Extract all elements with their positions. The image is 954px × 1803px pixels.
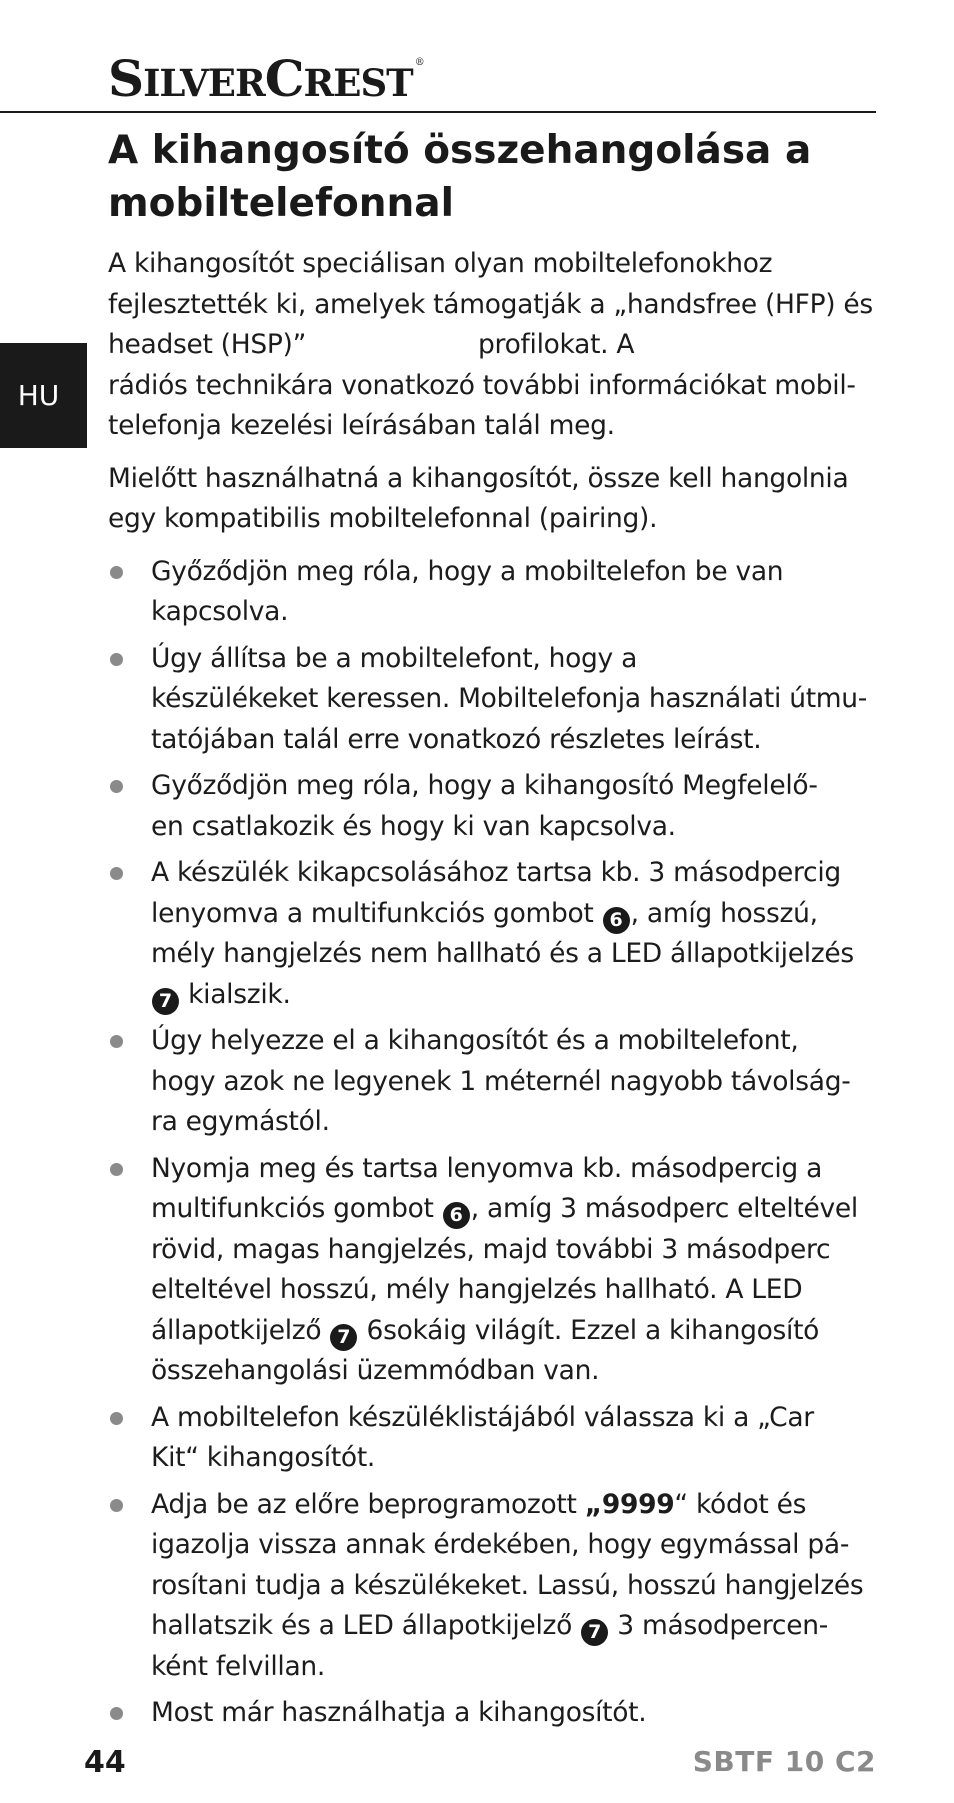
step-line: Most már használhatja a kihangosítót. [151, 1697, 647, 1728]
step-line [151, 1311, 863, 1352]
step-line: igazolja vissza annak érdekében, hogy egymással pá- [151, 1529, 850, 1560]
led-indicator-ref-icon: 7 [152, 988, 179, 1015]
list-item [108, 1149, 863, 1392]
step-line [151, 1189, 863, 1230]
header-rule [0, 111, 876, 113]
step-text: kialszik. [180, 978, 291, 1010]
bullet-icon [110, 1499, 123, 1512]
step-line: hogy azok ne legyenek 1 méternél nagyobb távolság- [151, 1065, 851, 1097]
bullet-icon [110, 1163, 123, 1176]
step-line: ként felvillan. [151, 1650, 326, 1682]
step-line: készülékeket keressen. Mobiltelefonja használati útmu- [151, 683, 868, 714]
step-text: hallatszik és a LED állapotkijelző [151, 1610, 573, 1641]
multifunction-button-ref-icon: 6 [603, 907, 630, 934]
step-line: Úgy helyezze el a kihangosítót és a mobiltelefont, [151, 1025, 799, 1056]
step-line [151, 1485, 863, 1526]
step-line: kapcsolva. [151, 596, 289, 627]
step-line: Nyomja meg és tartsa lenyomva kb. másodpercig a [151, 1152, 823, 1184]
brand-letter-c: C [264, 49, 304, 108]
list-item [108, 1485, 863, 1688]
list-item [108, 1398, 863, 1479]
step-line: A készülék kikapcsolásához tartsa kb. 3 másodpercig [151, 857, 841, 888]
intro-line: telefonja kezelési leírásában talál meg. [108, 410, 615, 441]
step-line: rövid, magas hangjelzés, majd további 3 másodperc [151, 1233, 831, 1265]
step-text: , amíg 3 másodperc elteltével [470, 1193, 858, 1224]
step-text: , amíg hosszú, [630, 897, 818, 929]
registered-mark: ® [414, 57, 424, 68]
model-number: SBTF 10 C2 [692, 1745, 876, 1778]
step-line: en csatlakozik és hogy ki van kapcsolva. [151, 810, 676, 842]
bullet-icon [110, 566, 123, 579]
led-indicator-ref-icon: 7 [330, 1324, 357, 1351]
step-list [108, 552, 868, 1734]
intro-line: fejlesztették ki, amelyek támogatják a „handsfree (HFP) és [108, 288, 873, 320]
step-line: ra egymástól. [151, 1106, 330, 1137]
step-text: lenyomva a multifunkciós gombot [151, 897, 594, 929]
pairing-line: egy kompatibilis mobiltelefonnal (pairing). [108, 503, 658, 534]
title-line-2: mobiltelefonnal [108, 181, 454, 226]
pairing-line: Mielőtt használhatná a kihangosítót, össze kell hangolnia [108, 462, 849, 494]
step-line: A mobiltelefon készüléklistájából válassza ki a „Car [151, 1401, 814, 1433]
step-line: mély hangjelzés nem hallható és a LED állapotkijelzés [151, 938, 854, 969]
multifunction-button-ref-icon: 6 [443, 1202, 470, 1229]
list-item [108, 639, 868, 761]
list-item [108, 766, 863, 847]
intro-line: A kihangosítót speciálisan olyan mobiltelefonokhoz [108, 248, 773, 279]
page-number: 44 [84, 1745, 126, 1780]
step-line: Győződjön meg róla, hogy a kihangosító Megfelelő- [151, 770, 818, 801]
step-line [151, 1606, 863, 1647]
brand-letters-rest: REST [303, 61, 413, 105]
page-title [108, 124, 863, 230]
brand-letter-s: S [108, 49, 144, 108]
step-text: Adja be az előre beprogramozott [151, 1488, 585, 1520]
bullet-icon [110, 780, 123, 793]
intro-paragraph [108, 244, 873, 447]
bullet-icon [110, 1412, 123, 1425]
bullet-icon [110, 867, 123, 880]
bullet-icon [110, 1707, 123, 1720]
bullet-icon [110, 1035, 123, 1048]
intro-line [108, 325, 863, 366]
led-indicator-ref-icon: 7 [581, 1619, 608, 1646]
title-line-1: A kihangosító összehangolása a [108, 128, 812, 173]
step-line: összehangolási üzemmódban van. [151, 1355, 600, 1386]
list-item [108, 1021, 863, 1143]
step-line: elteltével hosszú, mély hangjelzés hallható. A LED [151, 1274, 803, 1305]
step-text: 6sokáig világít. Ezzel a kihangosító [358, 1314, 820, 1346]
list-item [108, 552, 863, 633]
step-line [151, 975, 863, 1016]
language-code: HU [17, 379, 60, 412]
language-tab [0, 343, 87, 448]
step-line: Úgy állítsa be a mobiltelefont, hogy a [151, 642, 638, 674]
pairing-paragraph [108, 459, 863, 540]
intro-line: rádiós technikára vonatkozó további információkat mobil- [108, 369, 856, 401]
step-line [151, 894, 863, 935]
intro-text: headset (HSP)” [108, 329, 307, 360]
main-content [108, 124, 873, 1740]
bullet-icon [110, 653, 123, 666]
step-text: “ kódot és [674, 1488, 807, 1520]
step-line: Kit“ kihangosítót. [151, 1442, 376, 1473]
brand-letters-ilver: ILVER [143, 61, 265, 105]
intro-text: profilokat. A [478, 329, 635, 360]
step-text: multifunkciós gombot [151, 1193, 434, 1224]
brand-logo [108, 49, 424, 108]
step-text: állapotkijelző [151, 1314, 322, 1346]
step-line: rosítani tudja a készülékeket. Lassú, hosszú hangjelzés [151, 1569, 864, 1601]
step-line: Győződjön meg róla, hogy a mobiltelefon be van [151, 555, 784, 587]
pairing-code: „9999 [584, 1488, 675, 1520]
list-item [108, 853, 863, 1015]
step-text: 3 másodpercen- [609, 1610, 828, 1641]
list-item [108, 1693, 863, 1734]
step-line: tatójában talál erre vonatkozó részletes leírást. [151, 723, 762, 755]
